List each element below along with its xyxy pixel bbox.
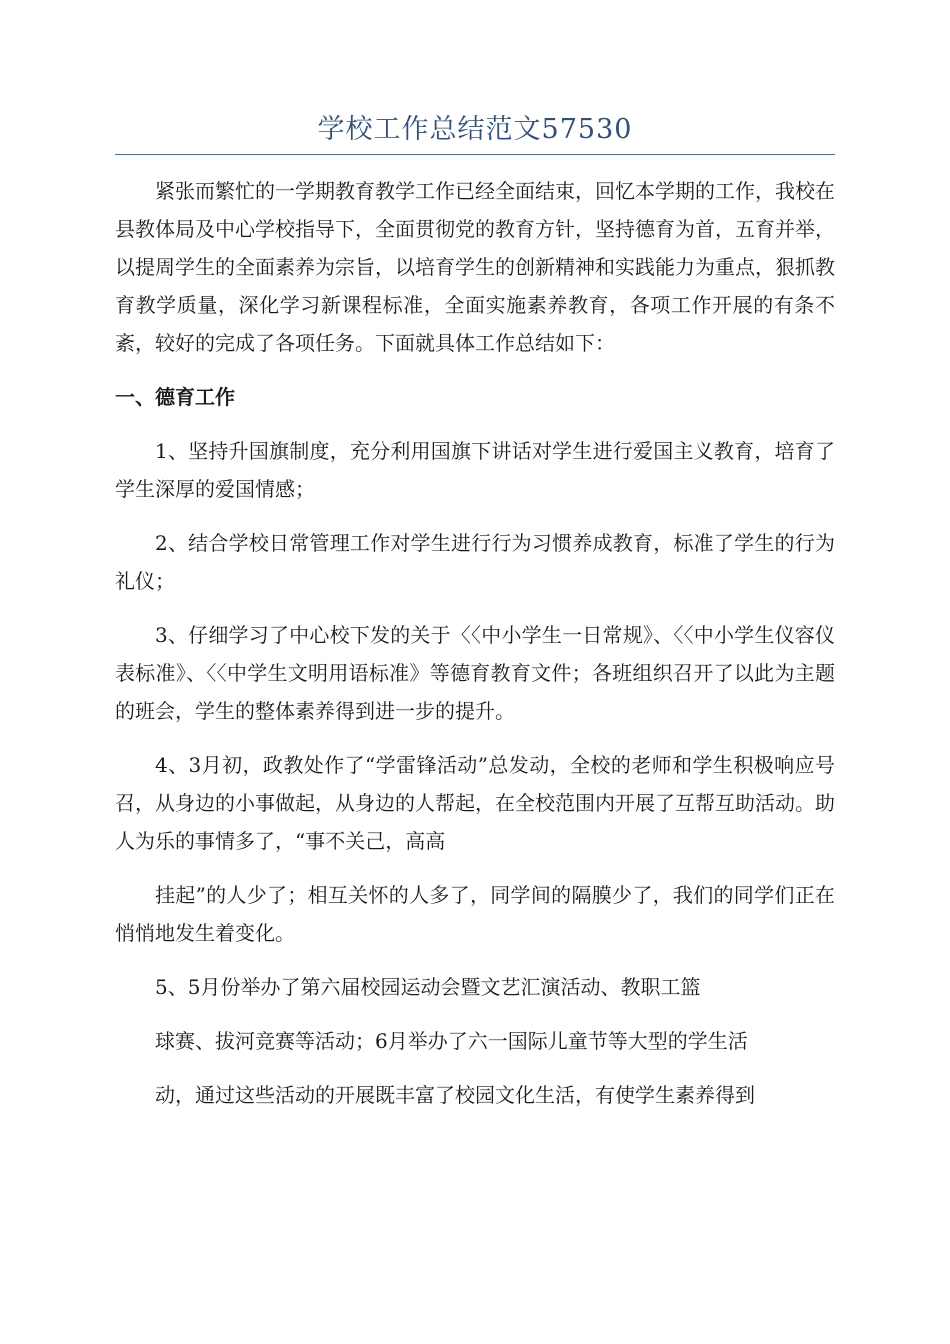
title-underline bbox=[115, 154, 835, 155]
document-body bbox=[115, 172, 835, 1130]
list-item: 2、结合学校日常管理工作对学生进行行为习惯养成教育，标准了学生的行为礼仪； bbox=[115, 531, 835, 593]
list-item-line: 动，通过这些活动的开展既丰富了校园文化生活，有使学生素养得到 bbox=[155, 1083, 755, 1107]
list-item: 3、仔细学习了中心校下发的关于〈〈中小学生一日常规》、〈〈中小学生仪容仪表标准》、〈〈中学生文明用语标准》等德育教育文件；各班组织召开了以此为主题的班会，学生的整体素养得到进一步的提升。 bbox=[115, 623, 835, 723]
list-item-line: 球赛、拔河竞赛等活动；6月举办了六一国际儿童节等大型的学生活 bbox=[155, 1029, 748, 1053]
list-item-continuation: 挂起”的人少了；相互关怀的人多了，同学间的隔膜少了，我们的同学们正在悄悄地发生着变化。 bbox=[115, 883, 835, 945]
document-title: 学校工作总结范文57530 bbox=[317, 114, 633, 145]
list-item: 1、坚持升国旗制度，充分利用国旗下讲话对学生进行爱国主义教育，培育了学生深厚的爱国情感； bbox=[115, 439, 835, 501]
list-item-line: 5、5月份举办了第六届校园运动会暨文艺汇演活动、教职工篮 bbox=[155, 975, 701, 999]
intro-paragraph: 紧张而繁忙的一学期教育教学工作已经全面结束，回忆本学期的工作，我校在县教体局及中心学校指导下，全面贯彻党的教育方针，坚持德育为首，五育并举，以提周学生的全面素养为宗旨，以培育学生的创新精神和实践能力为重点，狠抓教育教学质量，深化学习新课程标准，全面实施素养教育，各项工作开展的有条不紊，较好的完成了各项任务。下面就具体工作总结如下： bbox=[115, 179, 835, 355]
list-item: 4、3月初，政教处作了“学雷锋活动”总发动，全校的老师和学生积极响应号召，从身边的小事做起，从身边的人帮起，在全校范围内开展了互帮互助活动。助人为乐的事情多了，“事不关己，高高 bbox=[115, 753, 835, 853]
section-heading-moral-education: 一、德育工作 bbox=[115, 385, 235, 409]
